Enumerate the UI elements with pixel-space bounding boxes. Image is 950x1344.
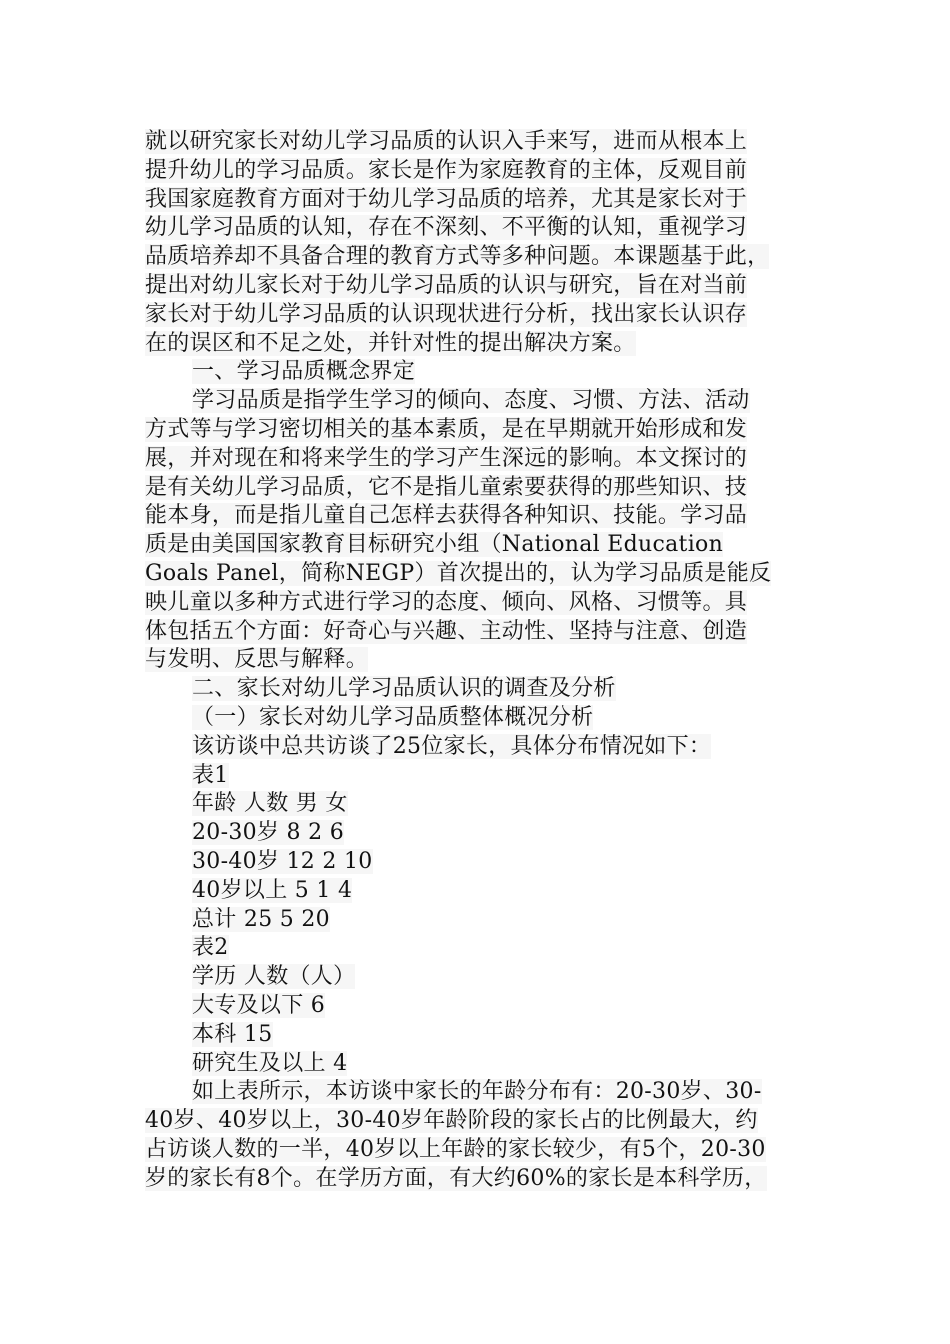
text-line xyxy=(145,675,815,704)
text-line-content: 我国家庭教育方面对于幼儿学习品质的培养，尤其是家长对于 xyxy=(145,186,748,212)
text-line-content: 与发明、反思与解释。 xyxy=(145,647,369,673)
text-line xyxy=(145,301,815,330)
text-line xyxy=(145,618,815,647)
text-line-content: 提升幼儿的学习品质。家长是作为家庭教育的主体，反观目前 xyxy=(145,157,748,183)
text-line xyxy=(145,531,815,560)
text-line-content: 年龄 人数 男 女 xyxy=(192,791,348,817)
text-line xyxy=(145,704,815,733)
text-line-content: 40岁以上 5 1 4 xyxy=(192,877,353,903)
text-line-content: 就以研究家长对幼儿学习品质的认识入手来写，进而从根本上 xyxy=(145,129,748,154)
text-line-content: 表1 xyxy=(192,762,229,788)
text-line-content: 大专及以下 6 xyxy=(192,992,326,1018)
text-line xyxy=(145,445,815,474)
text-line-content: 品质培养却不具备合理的教育方式等多种问题。本课题基于此， xyxy=(145,244,770,270)
text-line xyxy=(145,1050,815,1079)
text-line-content: 岁的家长有8个。在学历方面，有大约60%的家长是本科学历， xyxy=(145,1165,767,1191)
text-line xyxy=(145,733,815,762)
text-line xyxy=(145,819,815,848)
text-line xyxy=(145,646,815,675)
text-line xyxy=(145,330,815,359)
text-line xyxy=(145,358,815,387)
text-line xyxy=(145,1078,815,1107)
text-line xyxy=(145,560,815,589)
text-line xyxy=(145,963,815,992)
text-line-content: 总计 25 5 20 xyxy=(192,906,330,932)
text-line xyxy=(145,1021,815,1050)
text-line xyxy=(145,848,815,877)
text-line xyxy=(145,387,815,416)
text-line-content: 映儿童以多种方式进行学习的态度、倾向、风格、习惯等。具 xyxy=(145,589,748,615)
text-line-content: 40岁、40岁以上，30-40岁年龄阶段的家长占的比例最大，约 xyxy=(145,1108,758,1134)
text-line-content: 表2 xyxy=(192,935,229,961)
text-line xyxy=(145,214,815,243)
text-line-content: 体包括五个方面：好奇心与兴趣、主动性、坚持与注意、创造 xyxy=(145,618,748,644)
text-line xyxy=(145,589,815,618)
text-line-content: 学习品质是指学生学习的倾向、态度、习惯、方法、活动 xyxy=(192,388,750,414)
text-line xyxy=(145,906,815,935)
text-line-content: 该访谈中总共访谈了25位家长，具体分布情况如下： xyxy=(192,733,712,759)
text-line xyxy=(145,186,815,215)
text-line xyxy=(145,128,815,157)
text-line-content: 幼儿学习品质的认知，存在不深刻、不平衡的认知，重视学习 xyxy=(145,215,748,241)
text-line xyxy=(145,762,815,791)
text-line-content: （一）家长对幼儿学习品质整体概况分析 xyxy=(192,704,594,730)
text-line-content: 展，并对现在和将来学生的学习产生深远的影响。本文探讨的 xyxy=(145,445,748,471)
text-line xyxy=(145,1136,815,1165)
text-line xyxy=(145,272,815,301)
text-line-content: 方式等与学习密切相关的基本素质，是在早期就开始形成和发 xyxy=(145,416,748,442)
text-line xyxy=(145,877,815,906)
text-line-content: 20-30岁 8 2 6 xyxy=(192,820,344,846)
text-line xyxy=(145,502,815,531)
text-line-content: 质是由美国国家教育目标研究小组（National Education xyxy=(145,532,724,558)
text-line xyxy=(145,992,815,1021)
text-line-content: 占访谈人数的一半，40岁以上年龄的家长较少，有5个，20-30 xyxy=(145,1136,766,1162)
text-line-content: 二、家长对幼儿学习品质认识的调查及分析 xyxy=(192,676,616,702)
text-line xyxy=(145,1107,815,1136)
text-line xyxy=(145,790,815,819)
text-line-content: 一、学习品质概念界定 xyxy=(192,359,416,385)
text-line xyxy=(145,416,815,445)
text-line xyxy=(145,1165,815,1194)
text-line xyxy=(145,474,815,503)
text-line xyxy=(145,243,815,272)
text-line-content: 提出对幼儿家长对于幼儿学习品质的认识与研究，旨在对当前 xyxy=(145,272,748,298)
text-line xyxy=(145,157,815,186)
text-line-content: 是有关幼儿学习品质，它不是指儿童索要获得的那些知识、技 xyxy=(145,474,748,500)
text-line-content: 30-40岁 12 2 10 xyxy=(192,848,373,874)
text-line-content: 如上表所示，本访谈中家长的年龄分布有：20-30岁、30- xyxy=(192,1079,762,1105)
text-line-content: 研究生及以上 4 xyxy=(192,1050,348,1076)
text-line-content: 家长对于幼儿学习品质的认识现状进行分析，找出家长认识存 xyxy=(145,301,748,327)
text-line-content: 能本身，而是指儿童自己怎样去获得各种知识、技能。学习品 xyxy=(145,503,748,529)
text-line xyxy=(145,934,815,963)
text-line-content: 本科 15 xyxy=(192,1021,273,1047)
document-body xyxy=(145,128,815,1193)
text-line-content: Goals Panel，简称NEGP）首次提出的，认为学习品质是能反 xyxy=(145,560,772,586)
text-line-content: 在的误区和不足之处，并针对性的提出解决方案。 xyxy=(145,330,636,356)
text-line-content: 学历 人数（人） xyxy=(192,964,356,990)
